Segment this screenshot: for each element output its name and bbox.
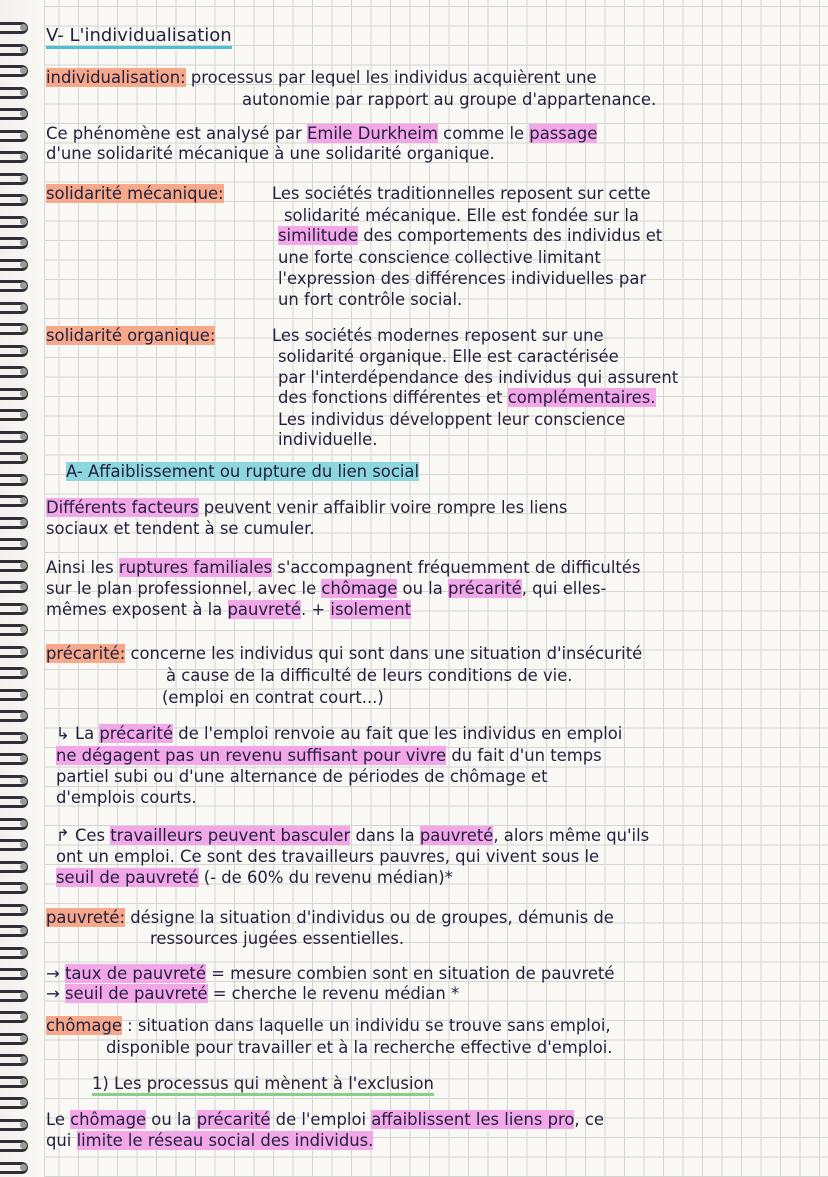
punch-hole-icon: [20, 605, 27, 612]
note-line: d'une solidarité mécanique à une solidarité organique.: [46, 144, 495, 163]
punch-hole-icon: [20, 1078, 27, 1085]
punch-hole-icon: [20, 777, 27, 784]
note-line: → taux de pauvreté = mesure combien sont en situation de pauvreté: [46, 964, 615, 983]
note-line: autonomie par rapport au groupe d'appartenance.: [242, 90, 657, 109]
subsection-title: A- Affaiblissement ou rupture du lien social: [66, 462, 419, 481]
punch-hole-icon: [20, 24, 27, 31]
punch-hole-icon: [20, 755, 27, 762]
punch-hole-icon: [20, 992, 27, 999]
note-line: Le chômage ou la précarité de l'emploi affaiblissent les liens pro, ce: [46, 1110, 604, 1129]
punch-hole-icon: [20, 1035, 27, 1042]
punch-hole-icon: [20, 734, 27, 741]
punch-hole-icon: [20, 712, 27, 719]
punch-hole-icon: [20, 841, 27, 848]
note-line: solidarité mécanique:: [46, 184, 224, 203]
punch-hole-icon: [20, 1099, 27, 1106]
note-line: ne dégagent pas un revenu suffisant pour vivre du fait d'un temps: [56, 746, 602, 765]
punch-hole-icon: [20, 648, 27, 655]
punch-hole-icon: [20, 433, 27, 440]
punch-hole-icon: [20, 626, 27, 633]
note-line: Les sociétés traditionnelles reposent sur cette: [272, 184, 651, 203]
punch-hole-icon: [20, 347, 27, 354]
note-line: précarité: concerne les individus qui sont dans une situation d'insécurité: [46, 644, 643, 663]
punch-hole-icon: [20, 218, 27, 225]
punch-hole-icon: [20, 368, 27, 375]
note-line: d'emplois courts.: [56, 788, 197, 807]
note-line: ↳ La précarité de l'emploi renvoie au fait que les individus en emploi: [56, 724, 623, 743]
punch-hole-icon: [20, 1013, 27, 1020]
note-line: similitude des comportements des individus et: [278, 226, 663, 245]
punch-hole-icon: [20, 519, 27, 526]
punch-hole-icon: [20, 949, 27, 956]
note-line: partiel subi ou d'une alternance de périodes de chômage et: [56, 767, 548, 786]
punch-hole-icon: [20, 906, 27, 913]
note-line: à cause de la difficulté de leurs conditions de vie.: [166, 666, 573, 685]
punch-hole-icon: [20, 691, 27, 698]
note-line: seuil de pauvreté (- de 60% du revenu médian)*: [56, 868, 453, 887]
punch-hole-icon: [20, 476, 27, 483]
note-line: ont un emploi. Ce sont des travailleurs pauvres, qui vivent sous le: [56, 847, 600, 866]
punch-hole-icon: [20, 884, 27, 891]
punch-hole-icon: [20, 970, 27, 977]
punch-hole-icon: [20, 798, 27, 805]
note-line: qui limite le réseau social des individus.: [46, 1131, 374, 1150]
punch-hole-icon: [20, 540, 27, 547]
punch-hole-icon: [20, 304, 27, 311]
note-line: pauvreté: désigne la situation d'individus ou de groupes, démunis de: [46, 908, 614, 927]
note-line: Les sociétés modernes reposent sur une: [272, 326, 604, 345]
punch-hole-icon: [20, 411, 27, 418]
note-line: Ce phénomène est analysé par Emile Durkheim comme le passage: [46, 124, 598, 143]
note-line: individuelle.: [278, 430, 378, 449]
note-line: solidarité organique:: [46, 326, 216, 345]
note-line: Les individus développent leur conscience: [278, 410, 626, 429]
punch-hole-icon: [20, 863, 27, 870]
punch-hole-icon: [20, 239, 27, 246]
note-line: → seuil de pauvreté = cherche le revenu médian *: [46, 984, 460, 1003]
note-line: disponible pour travailler et à la recherche effective d'emploi.: [106, 1038, 613, 1057]
punch-hole-icon: [20, 1142, 27, 1149]
note-line: mêmes exposent à la pauvreté. + isolement: [46, 600, 412, 619]
section-title: V- L'individualisation: [46, 26, 232, 46]
note-line: (emploi en contrat court...): [162, 688, 384, 707]
note-line: sur le plan professionnel, avec le chômage ou la précarité, qui elles-: [46, 579, 607, 598]
punch-hole-icon: [20, 454, 27, 461]
punch-hole-icon: [20, 1164, 27, 1171]
punch-hole-icon: [20, 669, 27, 676]
punch-hole-icon: [20, 562, 27, 569]
punch-hole-icon: [20, 390, 27, 397]
punch-hole-icon: [20, 282, 27, 289]
subsection-title: 1) Les processus qui mènent à l'exclusion: [92, 1074, 434, 1094]
punch-hole-icon: [20, 46, 27, 53]
punch-hole-icon: [20, 927, 27, 934]
note-line: chômage : situation dans laquelle un individu se trouve sans emploi,: [46, 1016, 611, 1035]
punch-hole-icon: [20, 153, 27, 160]
note-line: solidarité organique. Elle est caractérisée: [278, 347, 619, 366]
punch-hole-icon: [20, 110, 27, 117]
punch-hole-icon: [20, 67, 27, 74]
spiral-binding-icon: [0, 0, 45, 1177]
note-line: solidarité mécanique. Elle est fondée sur la: [284, 206, 639, 225]
note-line: un fort contrôle social.: [278, 290, 463, 309]
punch-hole-icon: [20, 89, 27, 96]
note-line: Ainsi les ruptures familiales s'accompagnent fréquemment de difficultés: [46, 558, 641, 577]
punch-hole-icon: [20, 261, 27, 268]
punch-hole-icon: [20, 583, 27, 590]
note-line: par l'interdépendance des individus qui assurent: [278, 368, 679, 387]
punch-hole-icon: [20, 175, 27, 182]
note-line: ↱ Ces travailleurs peuvent basculer dans la pauvreté, alors même qu'ils: [56, 826, 650, 845]
punch-hole-icon: [20, 132, 27, 139]
note-line: individualisation: processus par lequel les individus acquièrent une: [46, 68, 597, 87]
punch-hole-icon: [20, 820, 27, 827]
note-line: des fonctions différentes et complémentaires.: [278, 388, 656, 407]
note-line: sociaux et tendent à se cumuler.: [46, 519, 315, 538]
note-line: une forte conscience collective limitant: [278, 248, 601, 267]
punch-hole-icon: [20, 497, 27, 504]
punch-hole-icon: [20, 196, 27, 203]
punch-hole-icon: [20, 1056, 27, 1063]
note-line: l'expression des différences individuelles par: [278, 269, 647, 288]
punch-hole-icon: [20, 1121, 27, 1128]
note-line: ressources jugées essentielles.: [150, 929, 405, 948]
notes-content: [46, 20, 818, 1160]
note-line: Différents facteurs peuvent venir affaiblir voire rompre les liens: [46, 498, 568, 517]
punch-hole-icon: [20, 325, 27, 332]
